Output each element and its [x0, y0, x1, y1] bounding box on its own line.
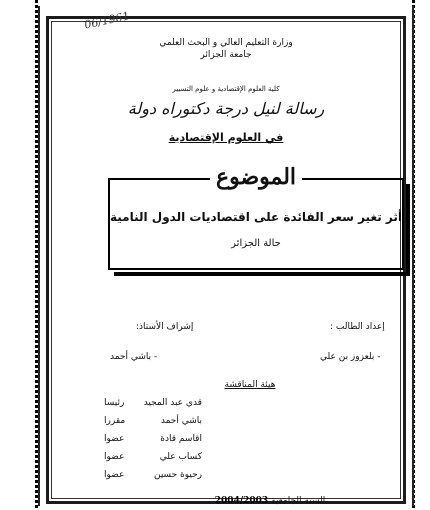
faculty-name: كلية العلوم الإقتصادية و علوم التسيير	[172, 85, 280, 93]
thesis-type: رسالة لنيل درجة دكتوراه دولة	[127, 99, 325, 118]
jury-member-name: كساب علي	[159, 452, 202, 462]
jury-member-role: عضوا	[104, 434, 125, 444]
thesis-title: أثر تغير سعر الفائدة على اقتصاديات الدول النامية	[109, 210, 402, 224]
thesis-cover-page	[38, 6, 414, 506]
field-of-study: في العلوم الإقتصادية	[168, 131, 284, 144]
jury-member-name: اقاسم قادة	[160, 434, 202, 444]
supervisor-name: - باشي أحمد	[110, 352, 158, 362]
academic-year: 2004/2003	[214, 496, 269, 506]
jury-member-name: قدي عبد المجيد	[143, 398, 202, 408]
subject-box	[108, 164, 404, 270]
jury-member-role: عضوا	[104, 452, 125, 462]
ministry-name: وزارة التعليم العالي و البحث العلمي	[159, 38, 293, 48]
jury-member-role: مقررا	[104, 416, 126, 426]
handwritten-reference: 06/1961	[83, 9, 131, 32]
jury-member-name: رحيوة حسين	[153, 470, 202, 480]
jury-title: هيئة المناقشة	[224, 380, 276, 390]
academic-year-line	[170, 496, 370, 506]
academic-year-label: السنة الجامعية	[271, 496, 326, 506]
case-study: حالة الجزائر	[231, 238, 281, 249]
jury-row	[40, 470, 412, 488]
jury-row	[40, 434, 412, 452]
jury-member-role: رئيسا	[104, 398, 125, 408]
university-name: جامعة الجزائر	[200, 50, 252, 60]
jury-row	[40, 452, 412, 470]
student-label: إعداد الطالب :	[330, 322, 385, 332]
subject-label	[110, 164, 402, 190]
jury-member-role: عضوا	[104, 470, 125, 480]
supervisor-label: إشراف الأستاذ:	[136, 322, 194, 332]
jury-member-name: باشي أحمد	[160, 416, 202, 426]
student-name: - بلعزوز بن علي	[320, 352, 381, 362]
subject-label-text: الموضوع	[210, 164, 302, 190]
jury-row	[40, 416, 412, 434]
jury-row	[40, 398, 412, 416]
